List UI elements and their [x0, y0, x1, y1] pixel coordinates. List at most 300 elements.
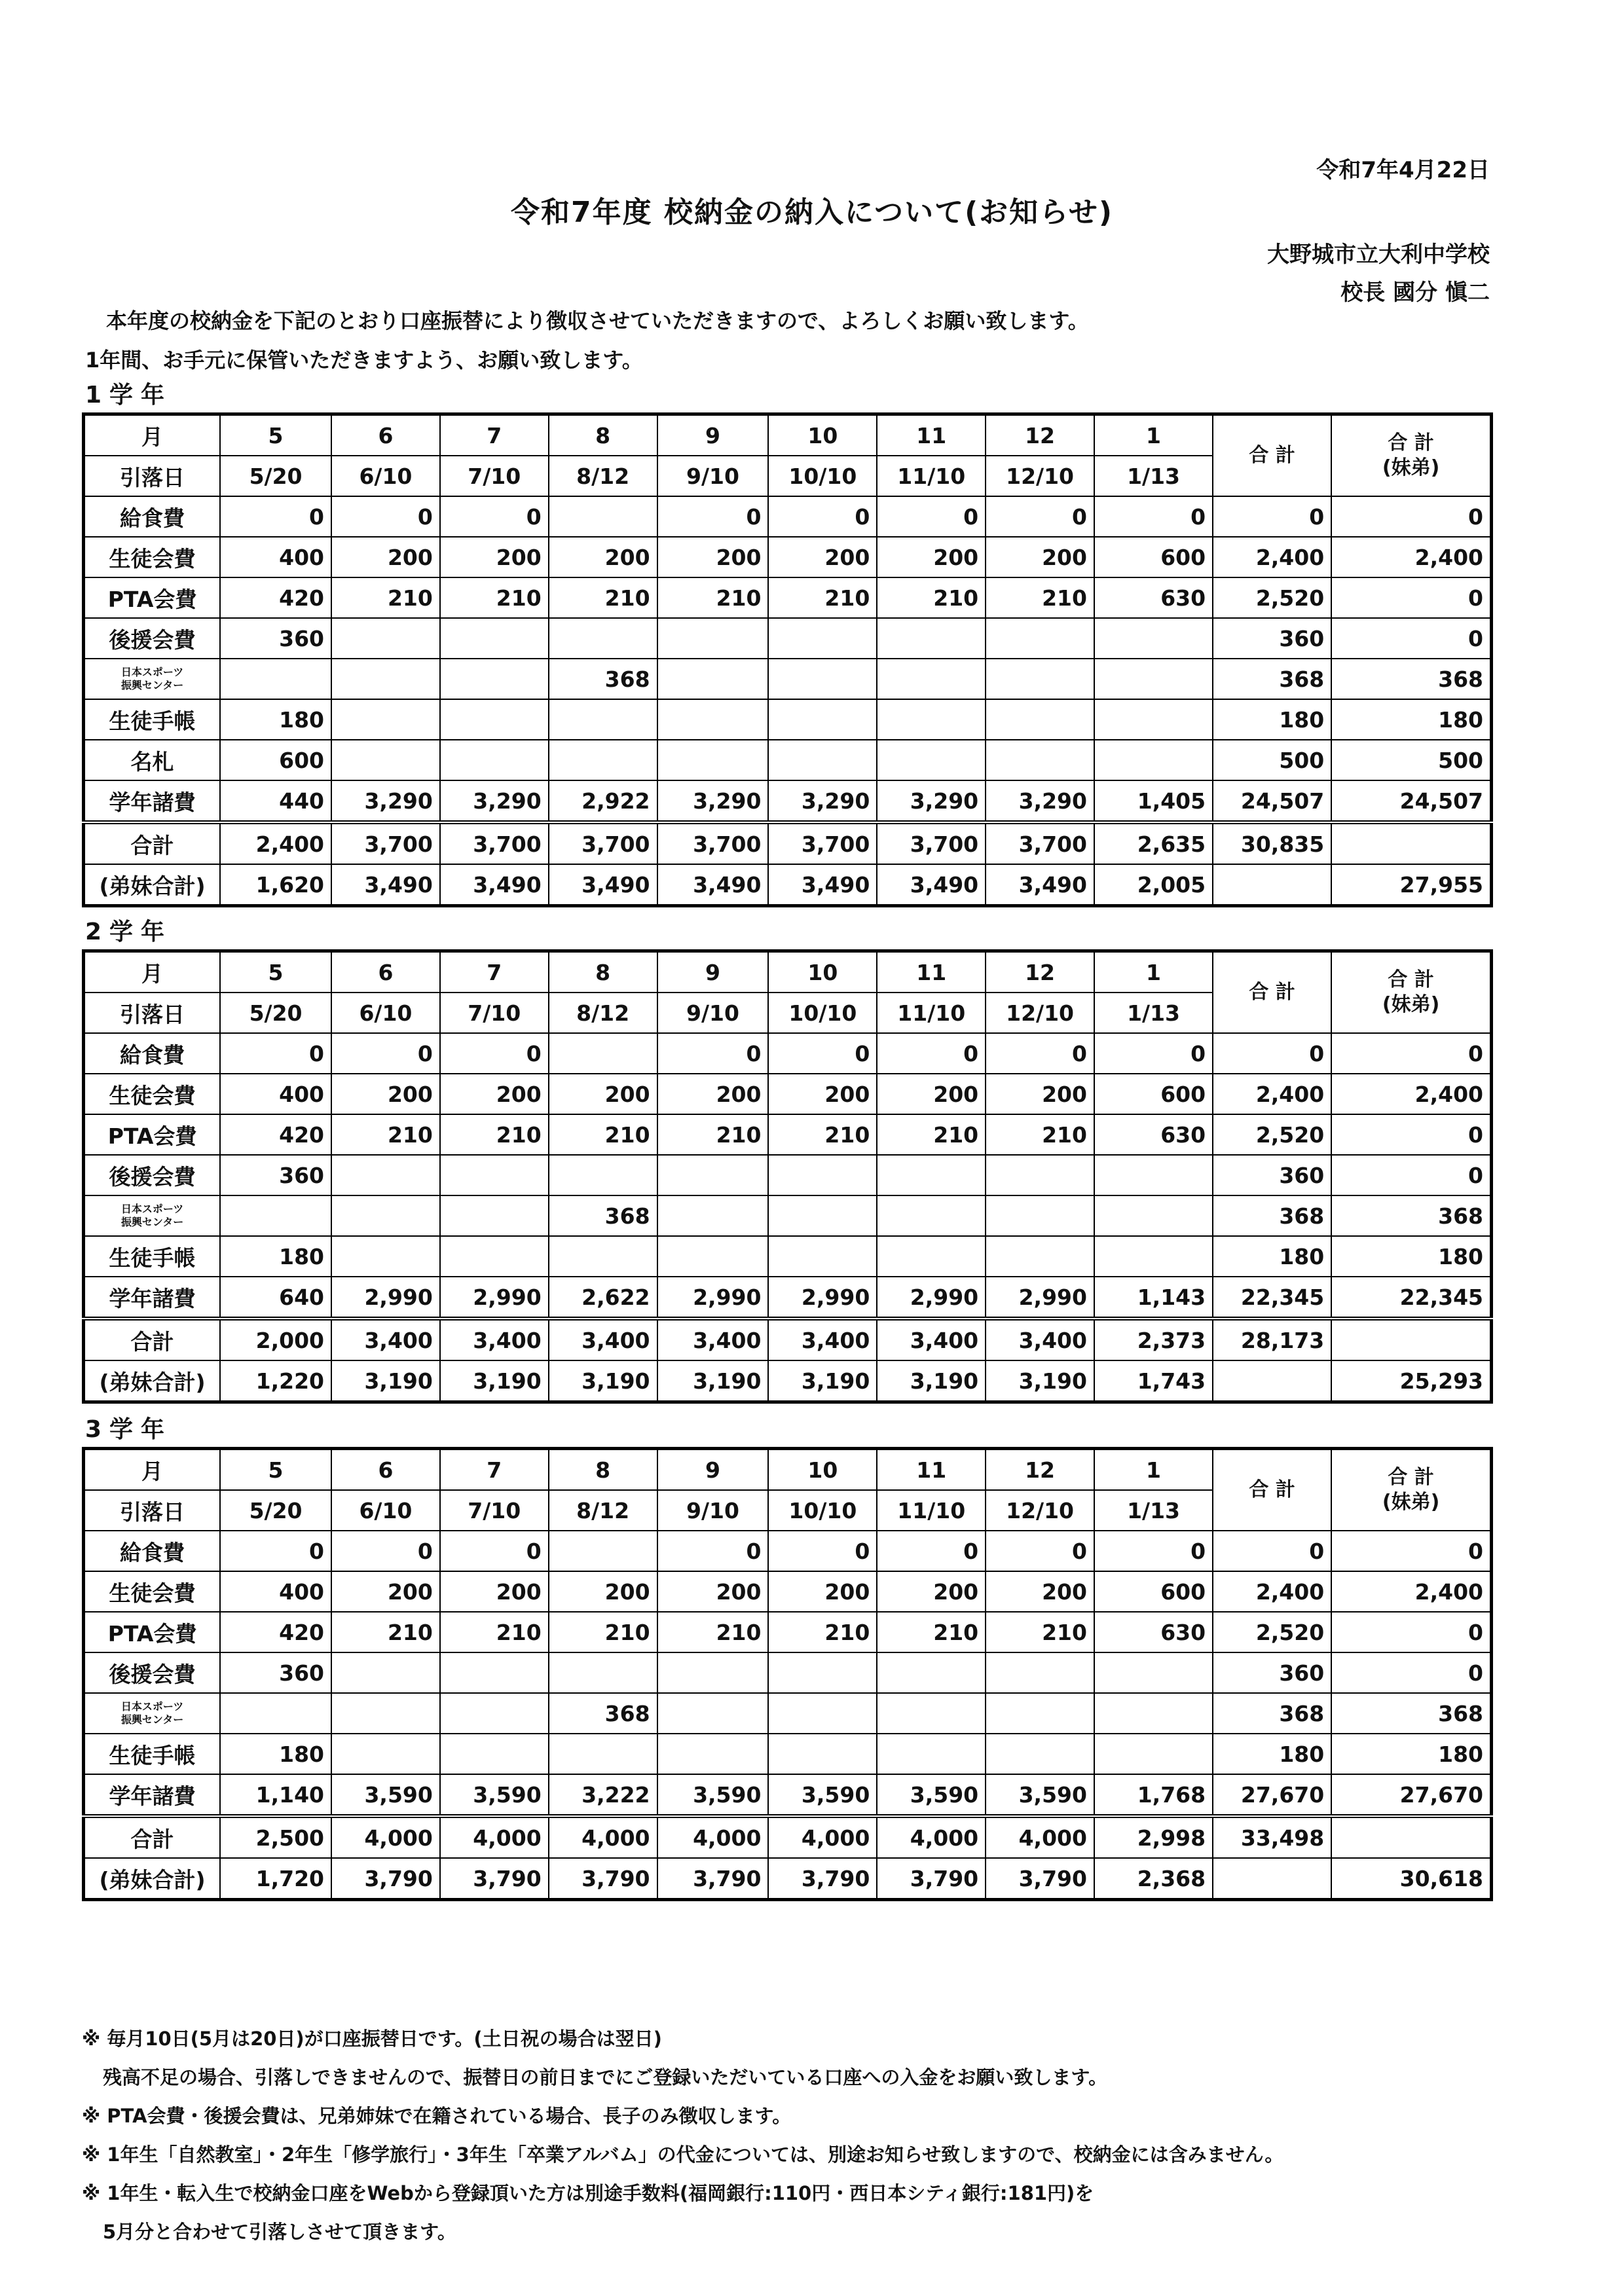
row-total-cell: 2,400 — [1213, 1074, 1331, 1114]
row-sibling-total-cell: 27,670 — [1331, 1774, 1491, 1816]
amount-cell: 3,790 — [877, 1858, 986, 1900]
month-cell: 7 — [440, 951, 549, 993]
amount-cell — [1094, 1236, 1213, 1277]
fee-item-label: 合計 — [84, 1319, 221, 1360]
row-sibling-total-cell: 30,618 — [1331, 1858, 1491, 1900]
month-cell: 1 — [1094, 414, 1213, 456]
amount-cell: 3,400 — [768, 1319, 877, 1360]
amount-cell: 600 — [1094, 1571, 1213, 1612]
amount-cell — [986, 618, 1094, 659]
amount-cell: 3,290 — [440, 780, 549, 822]
amount-cell: 3,400 — [986, 1319, 1094, 1360]
amount-cell — [1094, 1195, 1213, 1236]
amount-cell: 210 — [549, 1114, 657, 1155]
amount-cell: 210 — [986, 577, 1094, 618]
debit-date-cell: 6/10 — [331, 993, 440, 1033]
row-total-cell: 30,835 — [1213, 822, 1331, 864]
debit-date-cell: 5/20 — [220, 993, 331, 1033]
amount-cell: 210 — [331, 1612, 440, 1652]
amount-cell: 0 — [768, 1531, 877, 1571]
amount-cell: 400 — [220, 537, 331, 577]
amount-cell: 0 — [331, 496, 440, 537]
amount-cell: 630 — [1094, 1612, 1213, 1652]
intro-line: 1年間、お手元に保管いただきますよう、お願い致します。 — [85, 348, 643, 373]
amount-cell: 3,590 — [331, 1774, 440, 1816]
amount-cell: 3,490 — [331, 864, 440, 906]
debit-date-cell: 7/10 — [440, 993, 549, 1033]
amount-cell — [331, 1236, 440, 1277]
amount-cell — [877, 659, 986, 699]
amount-cell: 3,490 — [549, 864, 657, 906]
row-sibling-total-cell: 0 — [1331, 577, 1491, 618]
amount-cell: 4,000 — [331, 1816, 440, 1858]
month-header: 月 — [84, 414, 221, 456]
debit-date-cell: 5/20 — [220, 1490, 331, 1531]
amount-cell — [331, 1155, 440, 1195]
fee-table — [82, 949, 1493, 1404]
amount-cell — [549, 1734, 657, 1774]
month-cell: 10 — [768, 414, 877, 456]
amount-cell: 200 — [549, 1074, 657, 1114]
amount-cell: 210 — [657, 577, 769, 618]
amount-cell — [549, 1652, 657, 1693]
debit-date-header: 引落日 — [84, 1490, 221, 1531]
amount-cell: 1,405 — [1094, 780, 1213, 822]
month-cell: 10 — [768, 951, 877, 993]
fee-item-label: PTA会費 — [84, 577, 221, 618]
fee-item-label: 給食費 — [84, 1531, 221, 1571]
amount-cell: 0 — [1094, 1531, 1213, 1571]
note-line: 残高不足の場合、引落しできませんので、振替日の前日までにご登録いただいている口座への入金をお願い致します。 — [103, 2066, 1108, 2088]
amount-cell — [220, 1195, 331, 1236]
fee-row — [84, 1774, 1492, 1816]
amount-cell: 4,000 — [768, 1816, 877, 1858]
amount-cell: 1,768 — [1094, 1774, 1213, 1816]
amount-cell: 200 — [768, 1571, 877, 1612]
notes — [82, 2020, 1283, 2251]
month-header: 月 — [84, 1449, 221, 1491]
fee-item-label: PTA会費 — [84, 1612, 221, 1652]
amount-cell: 360 — [220, 1652, 331, 1693]
fee-item-label: 学年諸費 — [84, 1277, 221, 1319]
amount-cell: 600 — [1094, 537, 1213, 577]
amount-cell: 360 — [220, 1155, 331, 1195]
fee-row — [84, 1195, 1492, 1236]
amount-cell: 2,990 — [440, 1277, 549, 1319]
row-total-cell: 500 — [1213, 740, 1331, 780]
amount-cell: 200 — [440, 1571, 549, 1612]
amount-cell — [1094, 1693, 1213, 1734]
fee-item-label: 生徒会費 — [84, 537, 221, 577]
grade-label: 1学年 — [85, 382, 173, 409]
sibling-total-header: 合 計 (妹弟) — [1331, 1449, 1491, 1531]
amount-cell: 3,190 — [549, 1360, 657, 1402]
amount-cell: 0 — [657, 496, 769, 537]
fee-item-label: 合計 — [84, 822, 221, 864]
amount-cell — [657, 1236, 769, 1277]
amount-cell — [440, 618, 549, 659]
month-cell: 7 — [440, 1449, 549, 1491]
month-cell: 12 — [986, 1449, 1094, 1491]
fee-item-label: (弟妹合計) — [84, 864, 221, 906]
debit-date-cell: 9/10 — [657, 456, 769, 496]
amount-cell: 0 — [1094, 496, 1213, 537]
amount-cell: 0 — [220, 496, 331, 537]
fee-item-label: 名札 — [84, 740, 221, 780]
month-header: 月 — [84, 951, 221, 993]
amount-cell: 200 — [986, 1571, 1094, 1612]
row-total-cell: 2,400 — [1213, 1571, 1331, 1612]
amount-cell: 210 — [986, 1612, 1094, 1652]
amount-cell — [877, 618, 986, 659]
amount-cell: 420 — [220, 577, 331, 618]
amount-cell: 1,140 — [220, 1774, 331, 1816]
amount-cell: 1,743 — [1094, 1360, 1213, 1402]
amount-cell: 0 — [986, 1033, 1094, 1074]
amount-cell: 200 — [986, 1074, 1094, 1114]
amount-cell: 600 — [1094, 1074, 1213, 1114]
amount-cell — [986, 1155, 1094, 1195]
amount-cell — [657, 1693, 769, 1734]
amount-cell: 200 — [331, 1074, 440, 1114]
amount-cell — [440, 1236, 549, 1277]
amount-cell: 2,635 — [1094, 822, 1213, 864]
amount-cell — [1094, 1155, 1213, 1195]
fee-row — [84, 1652, 1492, 1693]
row-sibling-total-cell: 25,293 — [1331, 1360, 1491, 1402]
debit-date-cell: 10/10 — [768, 1490, 877, 1531]
month-row — [84, 951, 1492, 993]
fee-row — [84, 1319, 1492, 1360]
month-cell: 9 — [657, 1449, 769, 1491]
amount-cell — [440, 1734, 549, 1774]
amount-cell — [331, 1734, 440, 1774]
amount-cell: 3,590 — [877, 1774, 986, 1816]
fee-item-label: 学年諸費 — [84, 1774, 221, 1816]
amount-cell: 0 — [768, 1033, 877, 1074]
row-total-cell: 368 — [1213, 1195, 1331, 1236]
row-sibling-total-cell: 0 — [1331, 1652, 1491, 1693]
fee-item-label: (弟妹合計) — [84, 1858, 221, 1900]
amount-cell — [440, 699, 549, 740]
amount-cell — [877, 740, 986, 780]
fee-row — [84, 1531, 1492, 1571]
debit-date-cell: 7/10 — [440, 1490, 549, 1531]
amount-cell: 3,790 — [331, 1858, 440, 1900]
amount-cell: 210 — [440, 1114, 549, 1155]
month-row — [84, 414, 1492, 456]
amount-cell: 0 — [440, 496, 549, 537]
amount-cell: 200 — [877, 1074, 986, 1114]
month-cell: 12 — [986, 951, 1094, 993]
amount-cell: 360 — [220, 618, 331, 659]
amount-cell — [331, 1693, 440, 1734]
amount-cell: 3,400 — [331, 1319, 440, 1360]
amount-cell: 200 — [440, 1074, 549, 1114]
debit-date-cell: 8/12 — [549, 456, 657, 496]
row-total-cell: 0 — [1213, 1531, 1331, 1571]
amount-cell — [549, 1531, 657, 1571]
amount-cell: 210 — [549, 577, 657, 618]
amount-cell — [986, 1652, 1094, 1693]
row-total-cell: 2,400 — [1213, 537, 1331, 577]
amount-cell — [986, 1236, 1094, 1277]
fee-item-label: 生徒手帳 — [84, 1236, 221, 1277]
amount-cell: 4,000 — [657, 1816, 769, 1858]
amount-cell: 630 — [1094, 1114, 1213, 1155]
amount-cell: 3,400 — [877, 1319, 986, 1360]
note-line: ※ 毎月10日(5月は20日)が口座振替日です。(土日祝の場合は翌日) — [82, 2028, 662, 2050]
amount-cell: 368 — [549, 1195, 657, 1236]
amount-cell: 420 — [220, 1114, 331, 1155]
amount-cell: 0 — [657, 1531, 769, 1571]
amount-cell: 4,000 — [549, 1816, 657, 1858]
amount-cell — [440, 1155, 549, 1195]
amount-cell: 3,190 — [331, 1360, 440, 1402]
row-sibling-total-cell: 0 — [1331, 1114, 1491, 1155]
fee-item-label: 後援会費 — [84, 618, 221, 659]
amount-cell: 210 — [440, 1612, 549, 1652]
note-line: ※ 1年生・転入生で校納金口座をWebから登録頂いた方は別途手数料(福岡銀行:110円・西日本シティ銀行:181円)を — [82, 2182, 1094, 2204]
amount-cell — [877, 699, 986, 740]
fee-table — [82, 1447, 1493, 1901]
row-total-cell: 2,520 — [1213, 1612, 1331, 1652]
amount-cell: 3,790 — [768, 1858, 877, 1900]
amount-cell — [549, 1155, 657, 1195]
amount-cell: 2,922 — [549, 780, 657, 822]
amount-cell: 3,190 — [877, 1360, 986, 1402]
row-total-cell: 360 — [1213, 618, 1331, 659]
amount-cell: 210 — [877, 1114, 986, 1155]
amount-cell: 3,290 — [657, 780, 769, 822]
amount-cell — [331, 699, 440, 740]
month-cell: 1 — [1094, 951, 1213, 993]
grade-label: 2学年 — [85, 919, 173, 945]
amount-cell: 420 — [220, 1612, 331, 1652]
amount-cell: 3,190 — [440, 1360, 549, 1402]
amount-cell: 0 — [331, 1033, 440, 1074]
note-line: ※ 1年生「自然教室」・2年生「修学旅行」・3年生「卒業アルバム」の代金については、別途お知らせ致しますので、校納金には含みません。 — [82, 2143, 1284, 2166]
fee-row — [84, 822, 1492, 864]
amount-cell — [657, 618, 769, 659]
amount-cell: 368 — [549, 1693, 657, 1734]
month-cell: 9 — [657, 414, 769, 456]
amount-cell: 3,490 — [877, 864, 986, 906]
amount-cell — [549, 1236, 657, 1277]
amount-cell: 2,990 — [986, 1277, 1094, 1319]
amount-cell — [549, 699, 657, 740]
amount-cell: 600 — [220, 740, 331, 780]
fee-item-label: 学年諸費 — [84, 780, 221, 822]
amount-cell: 4,000 — [440, 1816, 549, 1858]
fee-table — [82, 412, 1493, 907]
amount-cell: 3,400 — [657, 1319, 769, 1360]
amount-cell: 180 — [220, 1734, 331, 1774]
amount-cell: 4,000 — [986, 1816, 1094, 1858]
amount-cell: 4,000 — [877, 1816, 986, 1858]
amount-cell — [768, 1155, 877, 1195]
amount-cell: 200 — [549, 1571, 657, 1612]
fee-row — [84, 1277, 1492, 1319]
debit-date-header: 引落日 — [84, 993, 221, 1033]
fee-row — [84, 1734, 1492, 1774]
row-sibling-total-cell: 180 — [1331, 1734, 1491, 1774]
amount-cell — [768, 659, 877, 699]
amount-cell — [220, 1693, 331, 1734]
amount-cell: 3,700 — [768, 822, 877, 864]
amount-cell — [877, 1155, 986, 1195]
row-total-cell: 27,670 — [1213, 1774, 1331, 1816]
amount-cell: 3,222 — [549, 1774, 657, 1816]
amount-cell — [986, 659, 1094, 699]
row-sibling-total-cell: 27,955 — [1331, 864, 1491, 906]
amount-cell: 210 — [657, 1612, 769, 1652]
debit-date-cell: 10/10 — [768, 456, 877, 496]
amount-cell: 440 — [220, 780, 331, 822]
row-total-cell: 368 — [1213, 659, 1331, 699]
debit-date-cell: 1/13 — [1094, 456, 1213, 496]
amount-cell: 3,700 — [440, 822, 549, 864]
amount-cell: 200 — [657, 1571, 769, 1612]
amount-cell — [549, 1033, 657, 1074]
amount-cell: 0 — [220, 1531, 331, 1571]
fee-item-label: 後援会費 — [84, 1652, 221, 1693]
row-sibling-total-cell: 2,400 — [1331, 1074, 1491, 1114]
debit-date-header: 引落日 — [84, 456, 221, 496]
amount-cell — [1094, 618, 1213, 659]
row-total-cell: 0 — [1213, 496, 1331, 537]
debit-date-cell: 8/12 — [549, 993, 657, 1033]
amount-cell: 200 — [657, 537, 769, 577]
amount-cell: 210 — [986, 1114, 1094, 1155]
amount-cell: 210 — [331, 577, 440, 618]
fee-row — [84, 1155, 1492, 1195]
amount-cell: 3,190 — [657, 1360, 769, 1402]
row-total-cell: 28,173 — [1213, 1319, 1331, 1360]
intro-line: 本年度の校納金を下記のとおり口座振替により徴収させていただきますので、よろしくお願い致します。 — [106, 308, 1089, 333]
amount-cell: 200 — [331, 1571, 440, 1612]
amount-cell — [768, 618, 877, 659]
fee-row — [84, 1693, 1492, 1734]
month-cell: 6 — [331, 951, 440, 993]
amount-cell: 2,990 — [657, 1277, 769, 1319]
amount-cell — [1094, 659, 1213, 699]
amount-cell: 3,290 — [331, 780, 440, 822]
amount-cell: 2,990 — [768, 1277, 877, 1319]
amount-cell — [657, 1195, 769, 1236]
month-cell: 8 — [549, 1449, 657, 1491]
month-cell: 5 — [220, 1449, 331, 1491]
row-total-cell: 368 — [1213, 1693, 1331, 1734]
fee-row — [84, 1236, 1492, 1277]
row-sibling-total-cell: 22,345 — [1331, 1277, 1491, 1319]
school-name: 大野城市立大利中学校 — [1267, 242, 1490, 268]
amount-cell — [877, 1652, 986, 1693]
row-sibling-total-cell: 2,400 — [1331, 537, 1491, 577]
amount-cell: 0 — [331, 1531, 440, 1571]
amount-cell — [986, 1693, 1094, 1734]
amount-cell: 3,290 — [768, 780, 877, 822]
row-sibling-total-cell: 24,507 — [1331, 780, 1491, 822]
amount-cell: 0 — [986, 1531, 1094, 1571]
row-total-cell: 2,520 — [1213, 1114, 1331, 1155]
amount-cell: 0 — [877, 1033, 986, 1074]
row-sibling-total-cell: 500 — [1331, 740, 1491, 780]
row-sibling-total-cell: 368 — [1331, 659, 1491, 699]
debit-date-cell: 7/10 — [440, 456, 549, 496]
amount-cell: 210 — [768, 1612, 877, 1652]
row-sibling-total-cell: 0 — [1331, 618, 1491, 659]
amount-cell: 0 — [440, 1033, 549, 1074]
amount-cell — [657, 659, 769, 699]
fee-item-label: 給食費 — [84, 496, 221, 537]
debit-date-cell: 1/13 — [1094, 1490, 1213, 1531]
row-sibling-total-cell: 0 — [1331, 1033, 1491, 1074]
amount-cell: 0 — [220, 1033, 331, 1074]
amount-cell — [986, 1195, 1094, 1236]
amount-cell: 200 — [657, 1074, 769, 1114]
fee-item-label: 日本スポーツ 振興センター — [84, 1195, 221, 1236]
amount-cell — [440, 740, 549, 780]
fee-row — [84, 1612, 1492, 1652]
month-cell: 9 — [657, 951, 769, 993]
month-cell: 1 — [1094, 1449, 1213, 1491]
amount-cell: 368 — [549, 659, 657, 699]
amount-cell — [220, 659, 331, 699]
total-header: 合 計 — [1213, 951, 1331, 1034]
fee-row — [84, 780, 1492, 822]
row-sibling-total-cell: 368 — [1331, 1195, 1491, 1236]
amount-cell — [440, 1652, 549, 1693]
month-cell: 5 — [220, 951, 331, 993]
amount-cell: 630 — [1094, 577, 1213, 618]
amount-cell: 210 — [877, 1612, 986, 1652]
amount-cell: 3,400 — [549, 1319, 657, 1360]
month-row — [84, 1449, 1492, 1491]
amount-cell: 3,190 — [986, 1360, 1094, 1402]
fee-item-label: 生徒会費 — [84, 1571, 221, 1612]
grade-label: 3学年 — [85, 1416, 173, 1443]
amount-cell: 210 — [768, 577, 877, 618]
row-total-cell: 180 — [1213, 699, 1331, 740]
amount-cell — [1094, 699, 1213, 740]
sibling-total-header: 合 計 (妹弟) — [1331, 951, 1491, 1034]
amount-cell: 2,998 — [1094, 1816, 1213, 1858]
row-sibling-total-cell: 0 — [1331, 1531, 1491, 1571]
debit-date-cell: 12/10 — [986, 1490, 1094, 1531]
amount-cell: 3,700 — [331, 822, 440, 864]
amount-cell: 3,590 — [768, 1774, 877, 1816]
amount-cell: 200 — [877, 1571, 986, 1612]
amount-cell — [331, 618, 440, 659]
amount-cell — [768, 1652, 877, 1693]
fee-row — [84, 1858, 1492, 1900]
amount-cell: 2,622 — [549, 1277, 657, 1319]
amount-cell — [440, 659, 549, 699]
debit-date-cell: 6/10 — [331, 456, 440, 496]
amount-cell — [331, 1652, 440, 1693]
fee-item-label: (弟妹合計) — [84, 1360, 221, 1402]
amount-cell — [877, 1195, 986, 1236]
fee-row — [84, 740, 1492, 780]
debit-date-cell: 10/10 — [768, 993, 877, 1033]
amount-cell: 200 — [440, 537, 549, 577]
month-cell: 6 — [331, 1449, 440, 1491]
debit-date-cell: 11/10 — [877, 993, 986, 1033]
amount-cell: 2,005 — [1094, 864, 1213, 906]
total-header: 合 計 — [1213, 1449, 1331, 1531]
amount-cell — [657, 1734, 769, 1774]
